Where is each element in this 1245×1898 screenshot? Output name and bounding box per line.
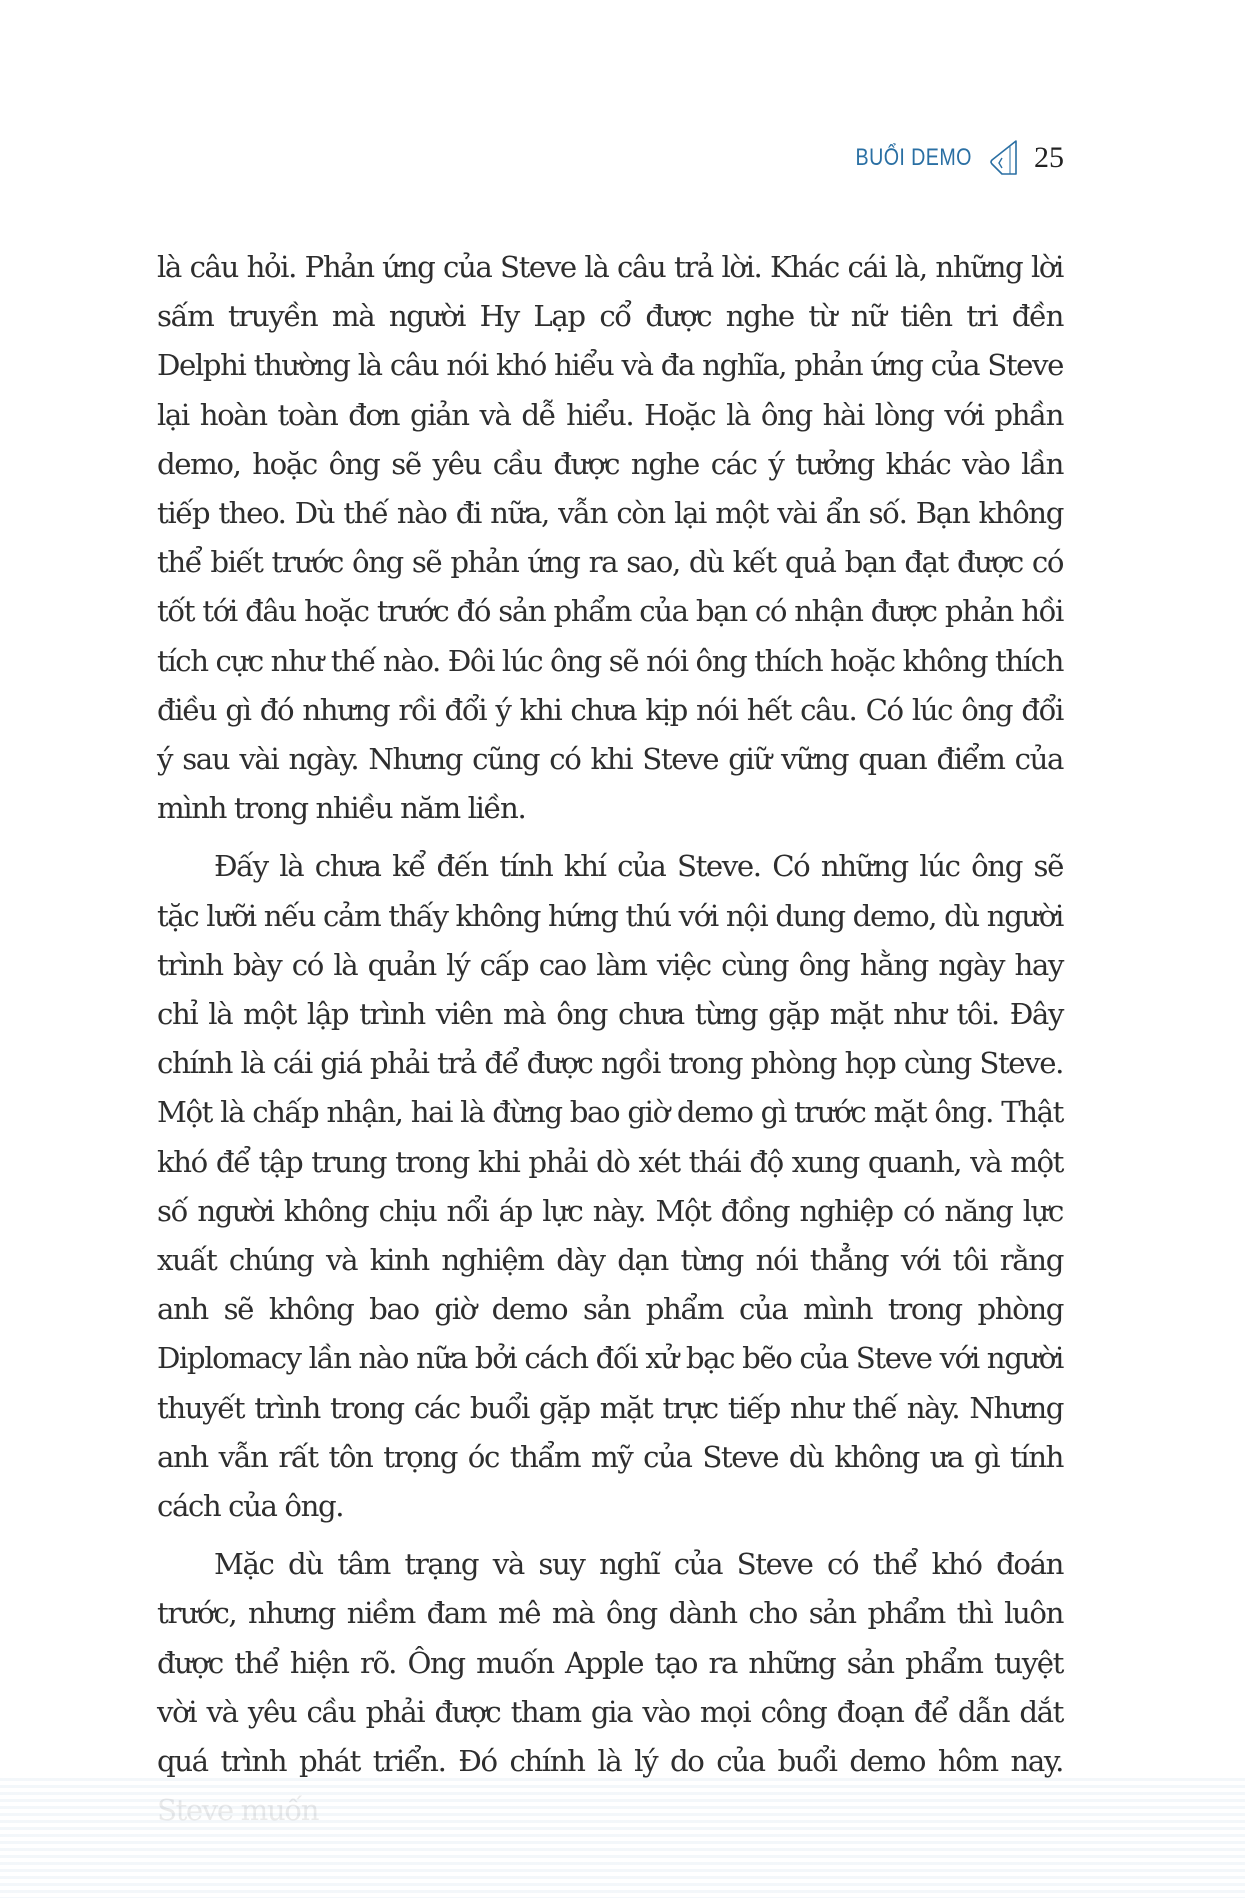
running-header bbox=[830, 138, 1064, 178]
leaf-ornament-icon bbox=[986, 138, 1020, 178]
paragraph: là câu hỏi. Phản ứng của Steve là câu trả lời. Khác cái là, những lời sấm truyền mà người Hy Lạp cổ được nghe từ nữ tiên tri đền Delphi thường là câu nói khó hiểu và đa nghĩa, phản ứng của Steve lại hoàn toàn đơn giản và dễ hiểu. Hoặc là ông hài lòng với phần demo, hoặc ông sẽ yêu cầu được nghe các ý tưởng khác vào lần tiếp theo. Dù thế nào đi nữa, vẫn còn lại một vài ẩn số. Bạn không thể biết trước ông sẽ phản ứng ra sao, dù kết quả bạn đạt được có tốt tới đâu hoặc trước đó sản phẩm của bạn có nhận được phản hồi tích cực như thế nào. Đôi lúc ông sẽ nói ông thích hoặc không thích điều gì đó nhưng rồi đổi ý khi chưa kịp nói hết câu. Có lúc ông đổi ý sau vài ngày. Nhưng cũng có khi Steve giữ vững quan điểm của mình trong nhiều năm liền. bbox=[157, 250, 1063, 826]
page-number: 25 bbox=[1034, 141, 1064, 174]
body-text bbox=[157, 243, 1063, 1836]
paragraph: Đấy là chưa kể đến tính khí của Steve. Có những lúc ông sẽ tặc lưỡi nếu cảm thấy không hứng thú với nội dung demo, dù người trình bày có là quản lý cấp cao làm việc cùng ông hằng ngày hay chỉ là một lập trình viên mà ông chưa từng gặp mặt như tôi. Đây chính là cái giá phải trả để được ngồi trong phòng họp cùng Steve. Một là chấp nhận, hai là đừng bao giờ demo gì trước mặt ông. Thật khó để tập trung trong khi phải dò xét thái độ xung quanh, và một số người không chịu nổi áp lực này. Một đồng nghiệp có năng lực xuất chúng và kinh nghiệm dày dạn từng nói thẳng với tôi rằng anh sẽ không bao giờ demo sản phẩm của mình trong phòng Diplomacy lần nào nữa bởi cách đối xử bạc bẽo của Steve với người thuyết trình trong các buổi gặp mặt trực tiếp như thế này. Nhưng anh vẫn rất tôn trọng óc thẩm mỹ của Steve dù không ưa gì tính cách của ông. bbox=[157, 849, 1063, 1524]
decorative-line-pattern bbox=[0, 1778, 1245, 1898]
chapter-title: BUỔI DEMO bbox=[855, 144, 972, 171]
paragraph: Mặc dù tâm trạng và suy nghĩ của Steve có thể khó đoán trước, nhưng niềm đam mê mà ông dành cho sản phẩm thì luôn được thể hiện rõ. Ông muốn Apple tạo ra những sản phẩm tuyệt vời và yêu cầu phải được tham gia vào mọi công đoạn để dẫn dắt quá trình phát triển. Đó chính là lý do của buổi demo hôm nay. bbox=[157, 1547, 1063, 1779]
